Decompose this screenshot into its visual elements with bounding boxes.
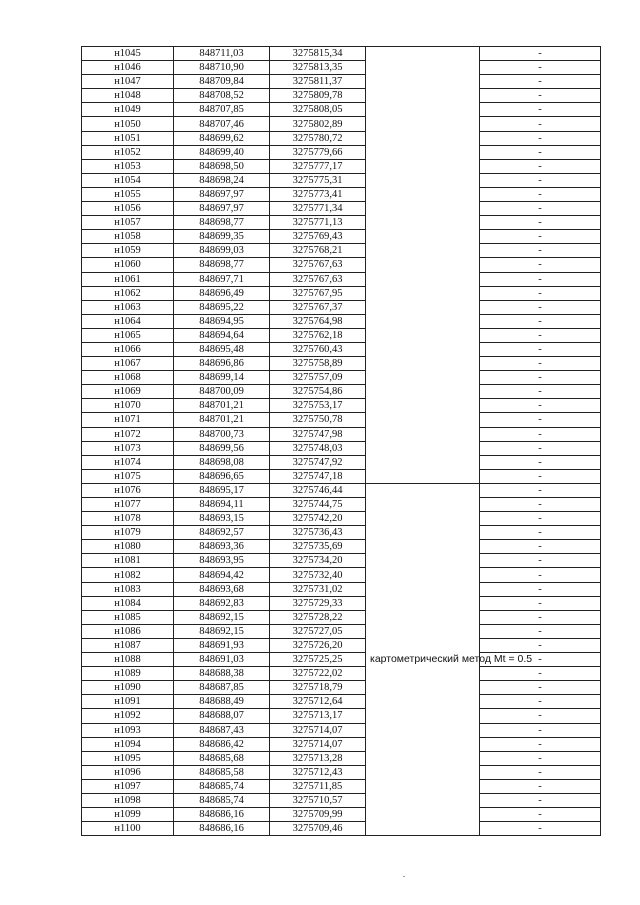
table-row [82, 47, 601, 61]
y-coordinate-cell: 3275767,63 [270, 258, 366, 272]
point-name-cell: н1050 [82, 117, 174, 131]
table-row [82, 483, 601, 497]
point-name-cell: н1063 [82, 300, 174, 314]
table-row [82, 779, 601, 793]
table-row [82, 793, 601, 807]
x-coordinate-cell: 848698,77 [174, 216, 270, 230]
dash-cell: - [480, 808, 601, 822]
table-row [82, 371, 601, 385]
point-name-cell: н1082 [82, 568, 174, 582]
point-name-cell: н1095 [82, 751, 174, 765]
table-row [82, 638, 601, 652]
dash-cell: - [480, 469, 601, 483]
x-coordinate-cell: 848693,15 [174, 512, 270, 526]
dash-cell: - [480, 455, 601, 469]
dash-cell: - [480, 159, 601, 173]
x-coordinate-cell: 848699,14 [174, 371, 270, 385]
dash-cell: - [480, 610, 601, 624]
table-row [82, 230, 601, 244]
y-coordinate-cell: 3275767,95 [270, 286, 366, 300]
x-coordinate-cell: 848685,74 [174, 779, 270, 793]
table-row [82, 145, 601, 159]
dash-cell: - [480, 173, 601, 187]
x-coordinate-cell: 848692,83 [174, 596, 270, 610]
x-coordinate-cell: 848686,42 [174, 737, 270, 751]
table-row [82, 737, 601, 751]
x-coordinate-cell: 848696,65 [174, 469, 270, 483]
x-coordinate-cell: 848710,90 [174, 61, 270, 75]
coordinates-table-body [82, 47, 601, 836]
point-name-cell: н1077 [82, 498, 174, 512]
table-row [82, 596, 601, 610]
x-coordinate-cell: 848700,73 [174, 427, 270, 441]
point-name-cell: н1066 [82, 342, 174, 356]
point-name-cell: н1078 [82, 512, 174, 526]
dash-cell: - [480, 103, 601, 117]
point-name-cell: н1064 [82, 314, 174, 328]
x-coordinate-cell: 848707,46 [174, 117, 270, 131]
x-coordinate-cell: 848707,85 [174, 103, 270, 117]
point-name-cell: н1086 [82, 624, 174, 638]
dash-cell: - [480, 723, 601, 737]
table-row [82, 300, 601, 314]
point-name-cell: н1062 [82, 286, 174, 300]
table-row [82, 399, 601, 413]
x-coordinate-cell: 848688,38 [174, 667, 270, 681]
dash-cell: - [480, 526, 601, 540]
y-coordinate-cell: 3275762,18 [270, 328, 366, 342]
x-coordinate-cell: 848700,09 [174, 385, 270, 399]
x-coordinate-cell: 848701,21 [174, 413, 270, 427]
dash-cell: - [480, 568, 601, 582]
x-coordinate-cell: 848685,74 [174, 793, 270, 807]
table-row [82, 751, 601, 765]
y-coordinate-cell: 3275813,35 [270, 61, 366, 75]
point-name-cell: н1094 [82, 737, 174, 751]
dash-cell: - [480, 47, 601, 61]
point-name-cell: н1088 [82, 653, 174, 667]
point-name-cell: н1084 [82, 596, 174, 610]
y-coordinate-cell: 3275747,98 [270, 427, 366, 441]
table-row [82, 667, 601, 681]
table-row [82, 357, 601, 371]
y-coordinate-cell: 3275726,20 [270, 638, 366, 652]
x-coordinate-cell: 848685,68 [174, 751, 270, 765]
point-name-cell: н1054 [82, 173, 174, 187]
point-name-cell: н1072 [82, 427, 174, 441]
dash-cell: - [480, 357, 601, 371]
y-coordinate-cell: 3275714,07 [270, 723, 366, 737]
dash-cell: - [480, 709, 601, 723]
table-row [82, 498, 601, 512]
dash-cell: - [480, 272, 601, 286]
x-coordinate-cell: 848699,62 [174, 131, 270, 145]
point-name-cell: н1090 [82, 681, 174, 695]
table-row [82, 765, 601, 779]
point-name-cell: н1083 [82, 582, 174, 596]
dash-cell: - [480, 512, 601, 526]
y-coordinate-cell: 3275713,17 [270, 709, 366, 723]
point-name-cell: н1056 [82, 202, 174, 216]
y-coordinate-cell: 3275709,46 [270, 822, 366, 836]
point-name-cell: н1058 [82, 230, 174, 244]
dash-cell: - [480, 540, 601, 554]
table-row [82, 610, 601, 624]
y-coordinate-cell: 3275747,18 [270, 469, 366, 483]
y-coordinate-cell: 3275769,43 [270, 230, 366, 244]
dash-cell: - [480, 371, 601, 385]
table-row [82, 568, 601, 582]
y-coordinate-cell: 3275777,17 [270, 159, 366, 173]
y-coordinate-cell: 3275773,41 [270, 187, 366, 201]
dash-cell: - [480, 582, 601, 596]
y-coordinate-cell: 3275808,05 [270, 103, 366, 117]
dash-cell: - [480, 441, 601, 455]
point-name-cell: н1053 [82, 159, 174, 173]
point-name-cell: н1075 [82, 469, 174, 483]
y-coordinate-cell: 3275712,43 [270, 765, 366, 779]
dash-cell: - [480, 258, 601, 272]
point-name-cell: н1092 [82, 709, 174, 723]
x-coordinate-cell: 848697,97 [174, 187, 270, 201]
table-row [82, 61, 601, 75]
table-row [82, 624, 601, 638]
x-coordinate-cell: 848692,15 [174, 624, 270, 638]
dash-cell: - [480, 737, 601, 751]
x-coordinate-cell: 848695,22 [174, 300, 270, 314]
y-coordinate-cell: 3275718,79 [270, 681, 366, 695]
point-name-cell: н1068 [82, 371, 174, 385]
point-name-cell: н1055 [82, 187, 174, 201]
y-coordinate-cell: 3275750,78 [270, 413, 366, 427]
point-name-cell: н1048 [82, 89, 174, 103]
point-name-cell: н1087 [82, 638, 174, 652]
dash-cell: - [480, 667, 601, 681]
table-row [82, 117, 601, 131]
dash-cell: - [480, 342, 601, 356]
dash-cell: - [480, 216, 601, 230]
dash-cell: - [480, 75, 601, 89]
y-coordinate-cell: 3275742,20 [270, 512, 366, 526]
y-coordinate-cell: 3275748,03 [270, 441, 366, 455]
y-coordinate-cell: 3275709,99 [270, 808, 366, 822]
point-name-cell: н1059 [82, 244, 174, 258]
table-row [82, 173, 601, 187]
dash-cell: - [480, 399, 601, 413]
x-coordinate-cell: 848687,43 [174, 723, 270, 737]
table-row [82, 512, 601, 526]
coordinates-table [81, 46, 601, 836]
dash-cell: - [480, 300, 601, 314]
y-coordinate-cell: 3275753,17 [270, 399, 366, 413]
x-coordinate-cell: 848693,36 [174, 540, 270, 554]
y-coordinate-cell: 3275722,02 [270, 667, 366, 681]
table-row [82, 808, 601, 822]
table-row [82, 723, 601, 737]
table-row [82, 258, 601, 272]
x-coordinate-cell: 848694,42 [174, 568, 270, 582]
y-coordinate-cell: 3275771,34 [270, 202, 366, 216]
x-coordinate-cell: 848709,84 [174, 75, 270, 89]
method-cell-upper [366, 47, 480, 484]
x-coordinate-cell: 848694,11 [174, 498, 270, 512]
point-name-cell: н1081 [82, 554, 174, 568]
point-name-cell: н1098 [82, 793, 174, 807]
dash-cell: - [480, 427, 601, 441]
dash-cell: - [480, 385, 601, 399]
y-coordinate-cell: 3275734,20 [270, 554, 366, 568]
y-coordinate-cell: 3275710,57 [270, 793, 366, 807]
y-coordinate-cell: 3275736,43 [270, 526, 366, 540]
table-row [82, 469, 601, 483]
x-coordinate-cell: 848695,48 [174, 342, 270, 356]
table-row [82, 681, 601, 695]
point-name-cell: н1060 [82, 258, 174, 272]
x-coordinate-cell: 848691,03 [174, 653, 270, 667]
point-name-cell: н1065 [82, 328, 174, 342]
dash-cell: - [480, 624, 601, 638]
dash-cell: - [480, 117, 601, 131]
table-row [82, 131, 601, 145]
dash-cell: - [480, 202, 601, 216]
x-coordinate-cell: 848694,95 [174, 314, 270, 328]
table-row [82, 342, 601, 356]
dash-cell: - [480, 328, 601, 342]
y-coordinate-cell: 3275712,64 [270, 695, 366, 709]
table-row [82, 202, 601, 216]
table-row [82, 187, 601, 201]
x-coordinate-cell: 848696,49 [174, 286, 270, 300]
point-name-cell: н1067 [82, 357, 174, 371]
dash-cell: - [480, 554, 601, 568]
x-coordinate-cell: 848695,17 [174, 483, 270, 497]
method-cell-lower [366, 483, 533, 835]
point-name-cell: н1100 [82, 822, 174, 836]
point-name-cell: н1093 [82, 723, 174, 737]
table-row [82, 427, 601, 441]
point-name-cell: н1057 [82, 216, 174, 230]
dash-cell: - [480, 230, 601, 244]
y-coordinate-cell: 3275760,43 [270, 342, 366, 356]
dash-cell: - [480, 596, 601, 610]
point-name-cell: н1097 [82, 779, 174, 793]
x-coordinate-cell: 848696,86 [174, 357, 270, 371]
table-row [82, 709, 601, 723]
y-coordinate-cell: 3275802,89 [270, 117, 366, 131]
x-coordinate-cell: 848686,16 [174, 822, 270, 836]
y-coordinate-cell: 3275757,09 [270, 371, 366, 385]
y-coordinate-cell: 3275725,25 [270, 653, 366, 667]
point-name-cell: н1089 [82, 667, 174, 681]
dash-cell: - [480, 145, 601, 159]
table-row [82, 695, 601, 709]
y-coordinate-cell: 3275732,40 [270, 568, 366, 582]
dash-cell: - [480, 751, 601, 765]
point-name-cell: н1046 [82, 61, 174, 75]
y-coordinate-cell: 3275758,89 [270, 357, 366, 371]
point-name-cell: н1074 [82, 455, 174, 469]
table-row [82, 314, 601, 328]
x-coordinate-cell: 848698,08 [174, 455, 270, 469]
x-coordinate-cell: 848697,97 [174, 202, 270, 216]
table-row [82, 159, 601, 173]
point-name-cell: н1080 [82, 540, 174, 554]
y-coordinate-cell: 3275767,37 [270, 300, 366, 314]
table-row [82, 75, 601, 89]
table-row [82, 286, 601, 300]
point-name-cell: н1096 [82, 765, 174, 779]
dash-cell: - [480, 681, 601, 695]
y-coordinate-cell: 3275728,22 [270, 610, 366, 624]
table-row [82, 822, 601, 836]
y-coordinate-cell: 3275815,34 [270, 47, 366, 61]
y-coordinate-cell: 3275713,28 [270, 751, 366, 765]
y-coordinate-cell: 3275754,86 [270, 385, 366, 399]
point-name-cell: н1051 [82, 131, 174, 145]
y-coordinate-cell: 3275780,72 [270, 131, 366, 145]
x-coordinate-cell: 848688,49 [174, 695, 270, 709]
table-row [82, 582, 601, 596]
x-coordinate-cell: 848693,95 [174, 554, 270, 568]
y-coordinate-cell: 3275768,21 [270, 244, 366, 258]
x-coordinate-cell: 848693,68 [174, 582, 270, 596]
x-coordinate-cell: 848691,93 [174, 638, 270, 652]
dash-cell: - [480, 498, 601, 512]
dash-cell: - [480, 483, 601, 497]
y-coordinate-cell: 3275779,66 [270, 145, 366, 159]
table-row [82, 89, 601, 103]
dash-cell: - [480, 413, 601, 427]
x-coordinate-cell: 848699,03 [174, 244, 270, 258]
point-name-cell: н1069 [82, 385, 174, 399]
dash-cell: - [480, 187, 601, 201]
point-name-cell: н1073 [82, 441, 174, 455]
point-name-cell: н1047 [82, 75, 174, 89]
y-coordinate-cell: 3275711,85 [270, 779, 366, 793]
point-name-cell: н1061 [82, 272, 174, 286]
point-name-cell: н1076 [82, 483, 174, 497]
table-row [82, 413, 601, 427]
y-coordinate-cell: 3275735,69 [270, 540, 366, 554]
dash-cell: - [480, 695, 601, 709]
table-row [82, 441, 601, 455]
table-row [82, 244, 601, 258]
y-coordinate-cell: 3275731,02 [270, 582, 366, 596]
dash-cell: - [480, 89, 601, 103]
x-coordinate-cell: 848699,56 [174, 441, 270, 455]
table-row [82, 216, 601, 230]
y-coordinate-cell: 3275811,37 [270, 75, 366, 89]
dash-cell: - [480, 822, 601, 836]
x-coordinate-cell: 848711,03 [174, 47, 270, 61]
dash-cell: - [480, 779, 601, 793]
y-coordinate-cell: 3275744,75 [270, 498, 366, 512]
x-coordinate-cell: 848697,71 [174, 272, 270, 286]
table-row [82, 328, 601, 342]
point-name-cell: н1052 [82, 145, 174, 159]
dash-cell: - [480, 131, 601, 145]
x-coordinate-cell: 848701,21 [174, 399, 270, 413]
dash-cell: - [480, 286, 601, 300]
y-coordinate-cell: 3275771,13 [270, 216, 366, 230]
y-coordinate-cell: 3275764,98 [270, 314, 366, 328]
dash-cell: - [480, 765, 601, 779]
y-coordinate-cell: 3275809,78 [270, 89, 366, 103]
table-row [82, 455, 601, 469]
table-row [82, 540, 601, 554]
point-name-cell: н1070 [82, 399, 174, 413]
table-row [82, 103, 601, 117]
table-row [82, 554, 601, 568]
dash-cell: - [480, 61, 601, 75]
x-coordinate-cell: 848699,35 [174, 230, 270, 244]
y-coordinate-cell: 3275747,92 [270, 455, 366, 469]
y-coordinate-cell: 3275714,07 [270, 737, 366, 751]
x-coordinate-cell: 848698,50 [174, 159, 270, 173]
x-coordinate-cell: 848698,77 [174, 258, 270, 272]
dash-cell: - [480, 314, 601, 328]
method-description: картометрический метод Mt = 0.5 [370, 653, 533, 666]
x-coordinate-cell: 848694,64 [174, 328, 270, 342]
y-coordinate-cell: 3275767,63 [270, 272, 366, 286]
y-coordinate-cell: 3275746,44 [270, 483, 366, 497]
x-coordinate-cell: 848686,16 [174, 808, 270, 822]
y-coordinate-cell: 3275729,33 [270, 596, 366, 610]
x-coordinate-cell: 848699,40 [174, 145, 270, 159]
page-mark [403, 876, 405, 877]
point-name-cell: н1085 [82, 610, 174, 624]
point-name-cell: н1049 [82, 103, 174, 117]
point-name-cell: н1079 [82, 526, 174, 540]
dash-cell: - [480, 638, 601, 652]
dash-cell: - [480, 793, 601, 807]
y-coordinate-cell: 3275775,31 [270, 173, 366, 187]
x-coordinate-cell: 848698,24 [174, 173, 270, 187]
x-coordinate-cell: 848685,58 [174, 765, 270, 779]
point-name-cell: н1045 [82, 47, 174, 61]
point-name-cell: н1071 [82, 413, 174, 427]
y-coordinate-cell: 3275727,05 [270, 624, 366, 638]
table-row [82, 272, 601, 286]
x-coordinate-cell: 848692,57 [174, 526, 270, 540]
table-row [82, 526, 601, 540]
dash-cell: - [480, 244, 601, 258]
x-coordinate-cell: 848692,15 [174, 610, 270, 624]
dash-cell: - [480, 653, 601, 667]
table-row [82, 385, 601, 399]
x-coordinate-cell: 848687,85 [174, 681, 270, 695]
x-coordinate-cell: 848708,52 [174, 89, 270, 103]
point-name-cell: н1099 [82, 808, 174, 822]
point-name-cell: н1091 [82, 695, 174, 709]
x-coordinate-cell: 848688,07 [174, 709, 270, 723]
